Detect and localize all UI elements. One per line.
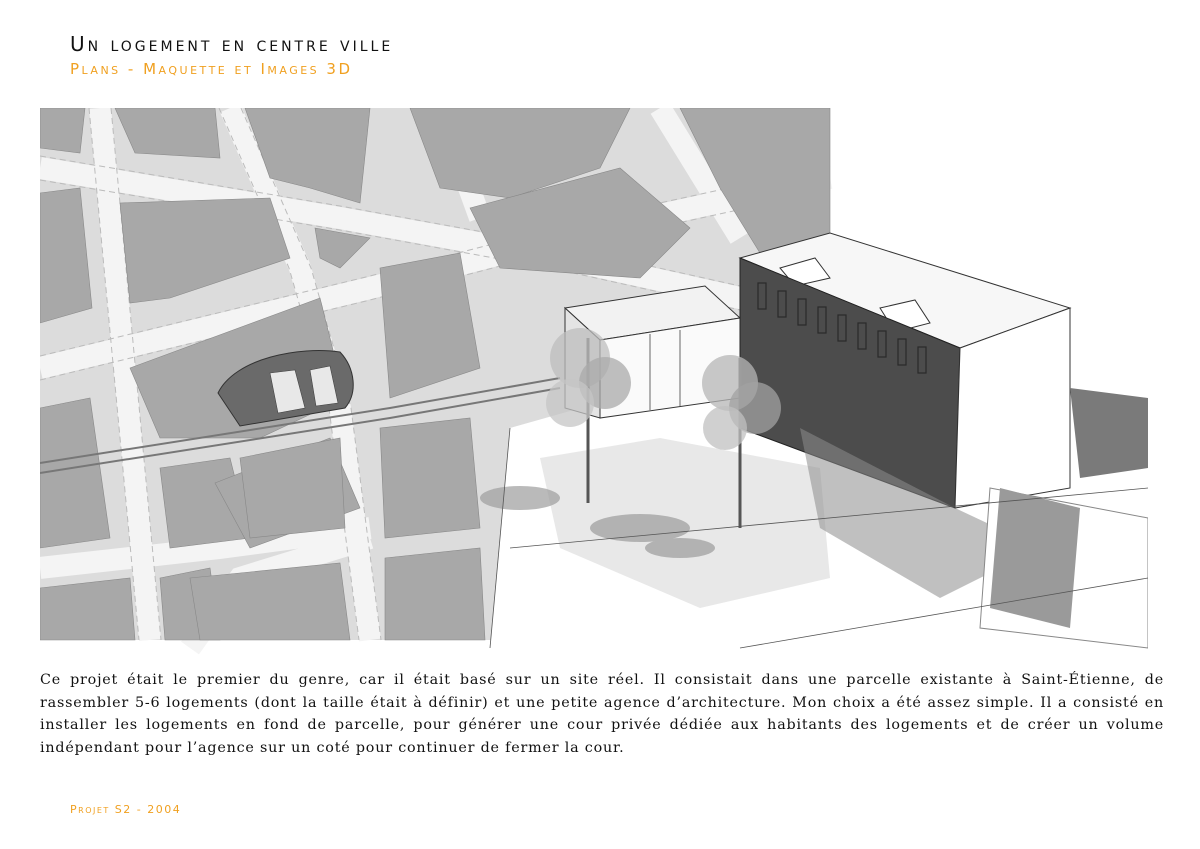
project-description: Ce projet était le premier du genre, car il était basé sur un site réel. Il consistait dans une parcelle existante à Saint-Étienne, de rassembler 5-6 logements (dont la taille était à définir) et une petite agence d’architecture. Mon choix a été assez simple. Il a consisté en installer les logements en fond de parcelle, pour générer une cour privée dédiée aux habitants des logements et de créer un volume indépendant pour l’agence sur un coté pour continuer de fermer la cour. — [40, 672, 1164, 756]
page-subtitle: Plans - Maquette et Images 3D — [70, 60, 353, 78]
project-footer-label: Projet S2 - 2004 — [70, 803, 182, 816]
site-plan-and-3d-render — [40, 108, 1148, 656]
page-title: Un logement en centre ville — [70, 32, 394, 56]
